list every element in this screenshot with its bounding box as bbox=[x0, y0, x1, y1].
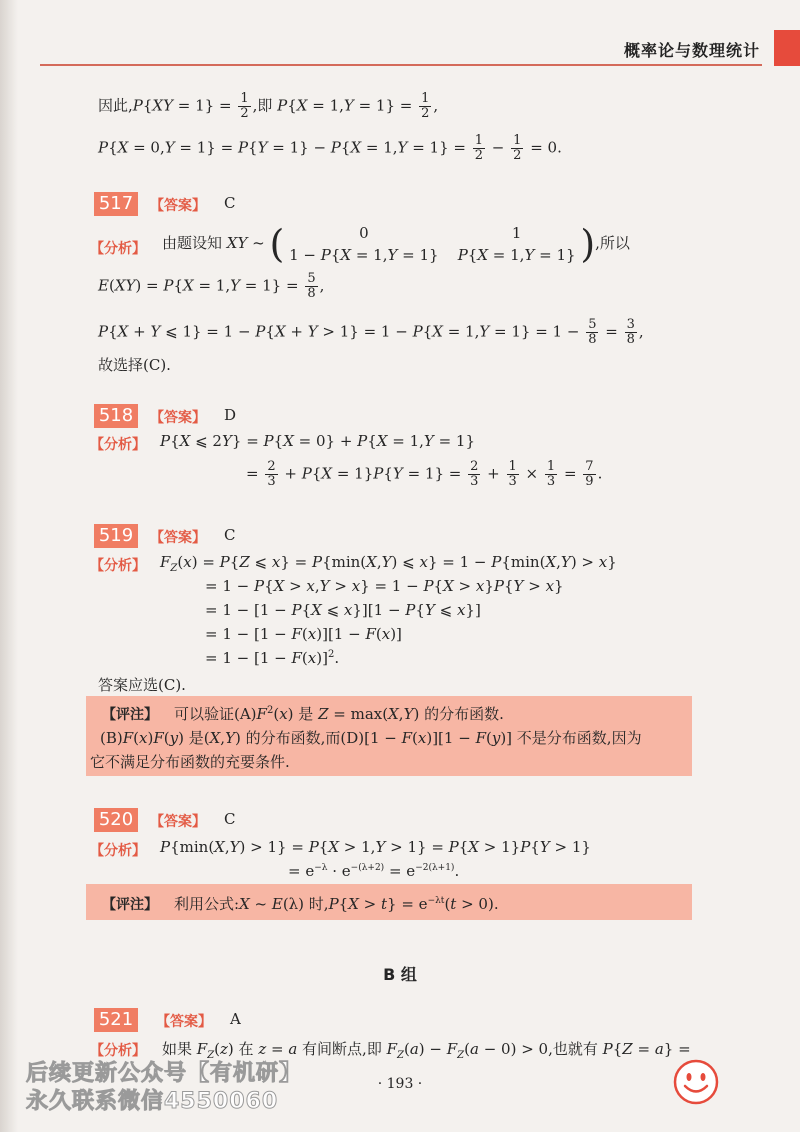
line-519-5: = $1 - [1 - F(x)]^2$. bbox=[205, 649, 340, 667]
answer-tag-518: 【答案】 bbox=[150, 410, 206, 426]
section-title-b: B 组 bbox=[383, 965, 417, 984]
top-line-1: 因此,P{XY = 1} = $\frac{1}{2}$ ,即 P{X = 1,Y = 1} = $\frac{1}{2}$ , bbox=[98, 91, 439, 121]
line-518-1: P{X ⩽ 2Y} = P{X = 0} + P{X = 1,Y = 1} bbox=[160, 432, 476, 450]
problem-number-519: 519 bbox=[94, 524, 138, 548]
running-header: 概率论与数理统计 bbox=[623, 41, 760, 60]
note-520-line-1: 利用公式:X ~ E(λ) 时$,P\{X > t\} = e^{-\lambda t}(t > 0)$. bbox=[174, 895, 499, 913]
watermark-line-2: 永久联系微信4550060 bbox=[26, 1089, 279, 1114]
line-517-4: 故选择(C). bbox=[98, 356, 171, 374]
answer-519: C bbox=[224, 526, 236, 544]
page-number: · 193 · bbox=[377, 1076, 423, 1092]
line-518-2: = $\frac{2}{3}$ + P{X = 1}P{Y = 1} = $\frac{2}{3}$ + $\frac{1}{3}$ × $\frac{1}{3}$ = $\frac{7}{9}$ . bbox=[246, 459, 603, 489]
line-520-2: = $e^{-\lambda} \cdot e^{-(\lambda+2)} = e^{-2(\lambda+1)}$. bbox=[288, 862, 460, 880]
note-519-line-3: 它不满足分布函数的充要条件. bbox=[90, 753, 290, 771]
problem-number-521: 521 bbox=[94, 1008, 138, 1032]
problem-number-518: 518 bbox=[94, 404, 138, 428]
answer-521: A bbox=[230, 1010, 241, 1028]
problem-number-520: 520 bbox=[94, 808, 138, 832]
header-tab bbox=[774, 30, 800, 66]
line-517-2: E(XY) = P{X = 1,Y = 1} = $\frac{5}{8}$ , bbox=[98, 271, 325, 301]
analysis-tag-521: 【分析】 bbox=[90, 1043, 146, 1059]
line-519-4: = 1 − [1 − F(x)][1 − F(x)] bbox=[205, 625, 402, 643]
note-tag-520: 【评注】 bbox=[102, 897, 158, 913]
answer-518: D bbox=[224, 406, 237, 424]
answer-tag-520: 【答案】 bbox=[150, 814, 206, 830]
line-517-3: P{X + Y ⩽ 1} = 1 − P{X + Y > 1} = 1 − P{X = 1,Y = 1} = 1 − $\frac{5}{8}$ = $\frac{3}{8}$ , bbox=[98, 317, 644, 347]
answer-tag-517: 【答案】 bbox=[150, 198, 206, 214]
line-519-1: $F_Z(x) = P\{Z$ ⩽ x} = P{min(X,Y) ⩽ x} = 1 − P{min(X,Y) > x} bbox=[160, 553, 617, 574]
analysis-tag-520: 【分析】 bbox=[90, 843, 146, 859]
note-519-line-2: (B)F(x)F(y) 是(X,Y) 的分布函数,而(D)[1 − F(x)][1 − F(y)] 不是分布函数,因为 bbox=[100, 729, 642, 747]
line-519-6: 答案应选(C). bbox=[98, 676, 186, 694]
smiley-icon bbox=[672, 1058, 720, 1106]
line-519-2: = 1 − P{X > x,Y > x} = 1 − P{X > x}P{Y > x} bbox=[205, 577, 564, 595]
line-517-1: 由题设知 XY ~ ( 0 1 − P{X = 1,Y = 1} 1 P{X = 1,Y = 1} ),所以 bbox=[162, 222, 630, 266]
header-rule bbox=[40, 64, 762, 66]
analysis-tag-518: 【分析】 bbox=[90, 437, 146, 453]
top-line-2: P{X = 0,Y = 1} = P{Y = 1} − P{X = 1,Y = 1} = $\frac{1}{2}$ − $\frac{1}{2}$ = 0. bbox=[98, 133, 562, 163]
answer-tag-519: 【答案】 bbox=[150, 530, 206, 546]
line-520-1: P{min(X,Y) > 1} = P{X > 1,Y > 1} = P{X > 1}P{Y > 1} bbox=[160, 838, 591, 856]
answer-517: C bbox=[224, 194, 236, 212]
problem-number-517: 517 bbox=[94, 192, 138, 216]
watermark-line-1: 后续更新公众号【有机研】 bbox=[26, 1061, 303, 1086]
analysis-tag-517: 【分析】 bbox=[90, 241, 146, 257]
analysis-tag-519: 【分析】 bbox=[90, 558, 146, 574]
line-519-3: = 1 − [1 − P{X ⩽ x}][1 − P{Y ⩽ x}] bbox=[205, 601, 481, 619]
line-521-1: 如果 $F_Z(z)$ 在 z = a 有间断点,即 $F_Z(a) - F_Z(a - 0) > 0$,也就有 P{Z = a} = bbox=[162, 1040, 691, 1061]
answer-520: C bbox=[224, 810, 236, 828]
note-519-line-1: 可以验证$(A)F^2(x)$ 是 Z = max(X,Y) 的分布函数. bbox=[174, 705, 504, 723]
answer-tag-521: 【答案】 bbox=[156, 1014, 212, 1030]
note-tag-519: 【评注】 bbox=[102, 707, 158, 723]
